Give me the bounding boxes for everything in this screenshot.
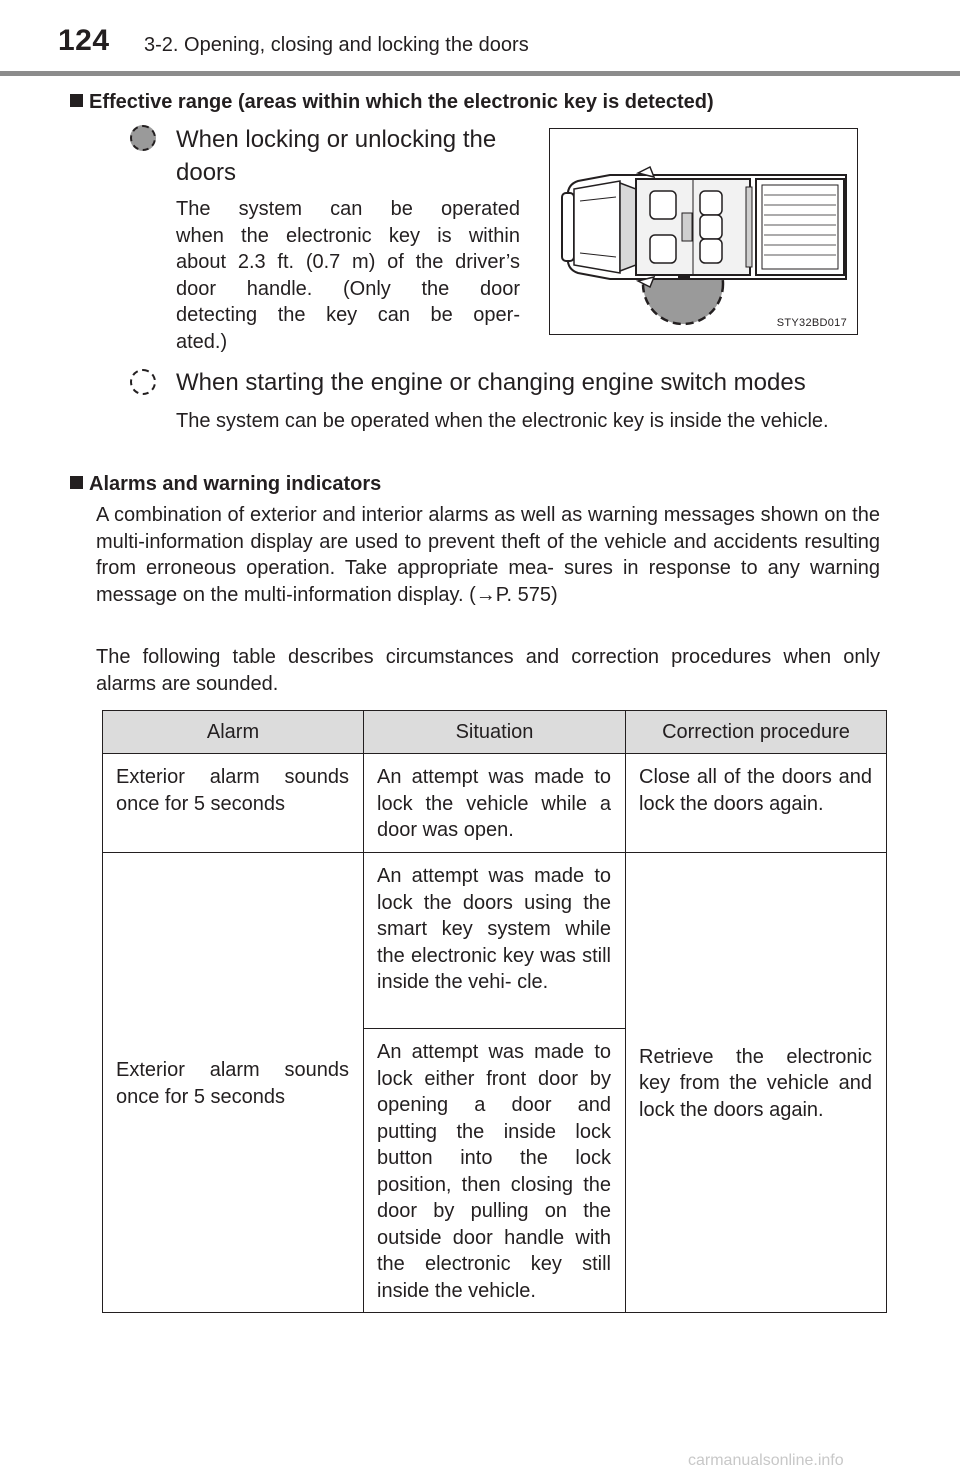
page-number: 124 (58, 24, 110, 57)
locking-subheading: When locking or unlocking the doors (176, 126, 497, 186)
alarms-paragraph-1: A combination of exterior and interior alarms as well as warning messages shown on the multi-information display are used to prevent theft of the vehicle and accidents resulting from erroneous operation. Take appropriate mea- sures in response to any warning message on the multi-information display. (→P. 575) (96, 504, 880, 606)
cell-situation: An attempt was made to lock the doors using the smart key system while the electronic key was still inside the vehi- cle. (364, 853, 626, 1029)
dashed-circle-icon (130, 125, 156, 151)
vehicle-detection-diagram (549, 128, 858, 335)
square-bullet-icon (70, 476, 83, 489)
locking-description: The system can be operated when the electronic key is within about 2.3 ft. (0.7 m) of the driver’s door handle. (Only the door detecting the key can be oper- ated.) (176, 198, 520, 353)
cell-correction: Close all of the doors and lock the doors again. (626, 754, 887, 853)
alarms-table (102, 710, 887, 1313)
starting-description: The system can be operated when the electronic key is inside the vehicle. (176, 410, 829, 432)
watermark: carmanualsonline.info (688, 1452, 844, 1469)
table-row (103, 853, 887, 1029)
pickup-truck-top-view-icon (550, 129, 857, 334)
cell-alarm: Exterior alarm sounds once for 5 seconds (103, 853, 364, 1313)
cell-situation: An attempt was made to lock the vehicle while a door was open. (364, 754, 626, 853)
dashed-circle-icon (130, 369, 156, 395)
cell-correction: Retrieve the electronic key from the vehicle and lock the doors again. (626, 853, 887, 1313)
table-header-row (103, 711, 887, 754)
table-row (103, 754, 887, 853)
alarms-paragraph-2: The following table describes circumstances and correction procedures when only alarms are sounded. (96, 646, 880, 695)
col-header-correction: Correction procedure (626, 711, 887, 754)
effective-range-heading: Effective range (areas within which the electronic key is detected) (70, 91, 714, 114)
cell-situation: An attempt was made to lock either front door by opening a door and putting the inside lock button into the lock position, then closing the door by pulling on the outside door handle with the electronic key still inside the vehicle. (364, 1029, 626, 1313)
col-header-situation: Situation (364, 711, 626, 754)
figure-label: STY32BD017 (776, 317, 847, 329)
starting-subheading: When starting the engine or changing engine switch modes (176, 369, 806, 396)
alarms-heading: Alarms and warning indicators (70, 473, 381, 496)
col-header-alarm: Alarm (103, 711, 364, 754)
header-rule (0, 71, 960, 76)
square-bullet-icon (70, 94, 83, 107)
cell-alarm: Exterior alarm sounds once for 5 seconds (103, 754, 364, 853)
chapter-title: 3-2. Opening, closing and locking the doors (144, 34, 529, 56)
page-header (0, 0, 960, 76)
